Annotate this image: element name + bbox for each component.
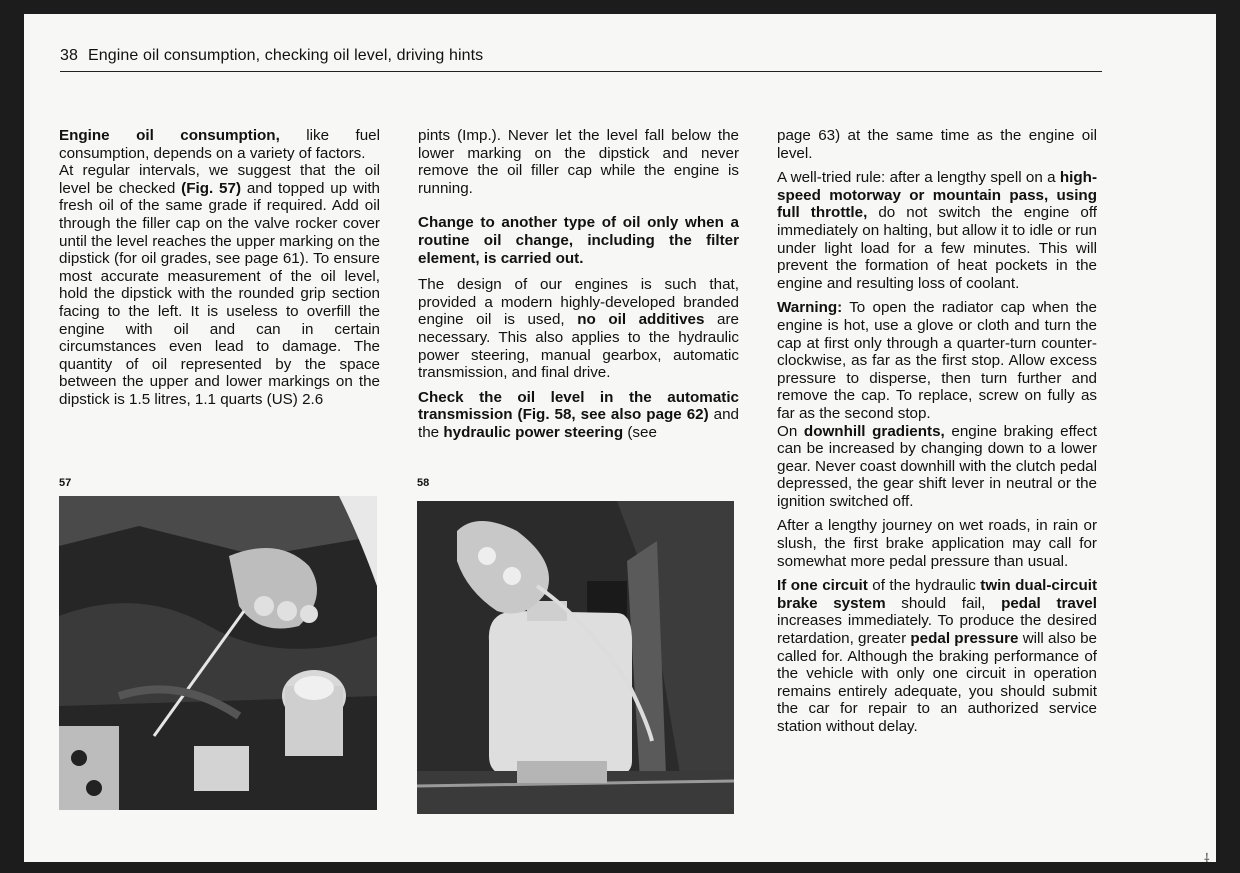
bold-term: Check the oil level in the automatic transmission (Fig. 58, see also page 62) [418,388,739,424]
paragraph-oil-consumption [59,127,380,162]
corner-mark: ⸸ [1204,851,1210,865]
text-run: do not switch the engine off immediately on halting, but allow it to idle or run under light load for a few minutes. This will prevent the formation of heat pockets in the engine and resulting loss of coolant. [777,204,1097,292]
bold-term: pedal pressure [910,630,1019,648]
paragraph-downhill [777,423,1097,511]
figure-reference: (Fig. 57) [181,179,241,197]
paragraph-change-oil [418,214,739,267]
page-header [60,47,1102,72]
text-run: of the hydraulic [867,577,981,595]
page-number: 38 [60,47,78,64]
paragraph-transmission-check [418,389,739,442]
paragraph-wet-roads: After a lengthy journey on wet roads, in rain or slush, the first brake application may call for somewhat more pedal pressure than usual. [777,517,1097,570]
bold-term: pedal travel [1001,594,1097,612]
bold-term: If one circuit [777,577,868,595]
text-run: like fuel consumption, depends on a variety of factors. [59,127,380,162]
paragraph-oil-level-continued: pints (Imp.). Never let the level fall below the lower marking on the dipstick and never remove the oil filler cap while the engine is running. [418,127,739,197]
bold-term: Engine oil consumption, [59,127,280,144]
warning-label: Warning: [777,299,843,317]
figure-58-label: 58 [417,477,430,489]
paragraph-well-tried-rule [777,169,1097,292]
text-run: and topped up with fresh oil of the same grade if required. Add oil through the filler cap on the valve rocker cover until the level reaches the upper marking on the dipstick (for oil grades, see page 61). To ensure most accurate measurement of the oil level, hold the dipstick with the rounded grip section facing to the left. It is useless to overfill the engine with oil and can in certain circumstances even lead to damage. The quantity of oil represented by the space between the upper and lower markings on the dipstick is 1.5 litres, 1.1 quarts (US) 2.6 [59,179,380,408]
text-run: will also be called for. Although the braking performance of the vehicle with only one circuit in operation remains entirely adequate, you should submit the car for repair to an authorized service station without delay. [777,630,1097,735]
text-column-2 [418,127,739,449]
bold-term: twin dual-circuit brake system [777,577,1097,612]
text-run: To open the radiator cap when the engine is hot, use a glove or cloth and turn the cap at first only through a quarter-turn counter-clockwise, as far as the first stop. Allow excess pressure to disperse, then turn further and remove the cap. To replace, screw on fully as far as the second stop. [777,299,1097,422]
paragraph-oil-check [59,162,380,408]
paragraph-power-steering-continued: page 63) at the same time as the engine oil level. [777,127,1097,162]
paragraph-brake-circuit [777,577,1097,735]
paragraph-warning [777,299,1097,422]
bold-term: hydraulic power steering [443,423,624,441]
text-run: The design of our engines is such that, provided a modern highly-developed branded engine oil is used, [418,276,739,329]
figure-57-label: 57 [59,477,72,489]
paragraph-engine-design [418,276,739,382]
text-run: are necessary. This also applies to the hydraulic power steering, manual gearbox, automatic transmission, and final drive. [418,311,739,382]
bold-term: high-speed motorway or mountain pass, using full throttle, [777,169,1097,222]
figure-58-photo [417,501,734,814]
bold-term: no oil additives [577,311,705,329]
text-run: (see [623,423,657,441]
text-run: On [777,422,804,440]
text-run: increases immediately. To produce the desired retardation, greater [777,612,1097,648]
figure-57-photo [59,496,377,810]
text-run: At regular intervals, we suggest that the oil level be checked [59,162,380,197]
page-title: Engine oil consumption, checking oil level, driving hints [88,47,484,64]
manual-page [24,14,1216,865]
bold-term: downhill gradients, [803,422,945,440]
text-column-1 [59,127,380,416]
text-column-3 [777,127,1097,743]
bold-note: Change to another type of oil only when a routine oil change, including the filter element, is carried out. [418,214,739,267]
text-run: engine braking effect can be increased by changing down to a lower gear. Never coast downhill with the clutch pedal depressed, the gear shift lever in neutral or the ignition switched off. [777,422,1098,510]
text-run: should fail, [885,594,1002,612]
text-run: A well-tried rule: after a lengthy spell on a [777,169,1060,187]
text-run: and the [418,406,740,441]
